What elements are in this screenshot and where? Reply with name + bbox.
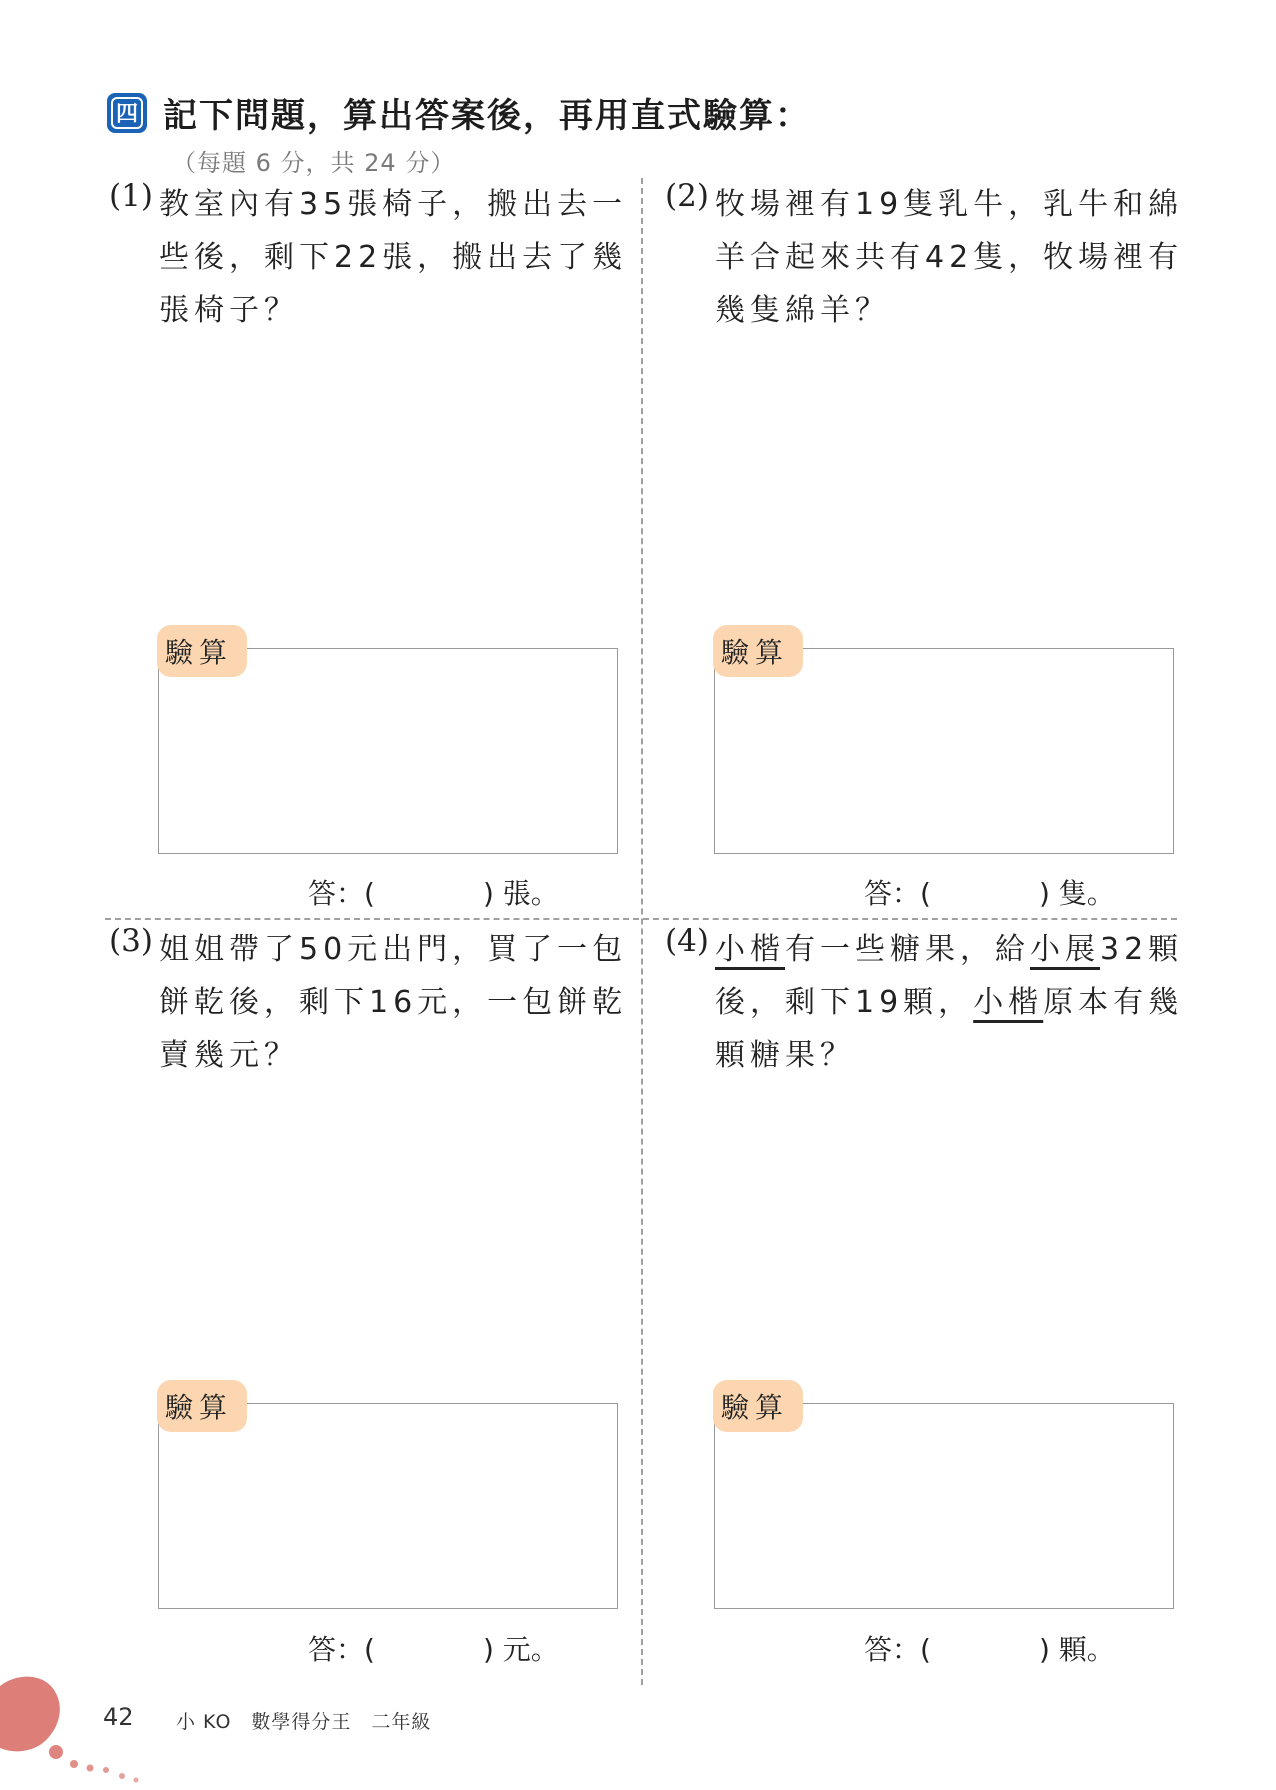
score-note: （每題 6 分，共 24 分） [172,149,456,177]
answer-prefix: 答：( [864,1633,931,1666]
section-badge-label: 四 [111,97,143,129]
name-xiaokai: 小楷 [715,932,785,967]
text-part-b: 32顆後，剩下19顆， [715,932,1184,1020]
problem-number: (1) [109,178,153,214]
answer-prefix: 答：( [864,877,931,910]
problem-text: 教室內有35張椅子，搬出去一些後，剩下22張，搬出去了幾張椅子？ [159,187,628,328]
name-xiaozhan: 小展 [1030,932,1100,967]
answer-line-2 [864,872,1115,912]
answer-suffix: ) 顆。 [1038,1633,1115,1666]
problem-text: 姐姐帶了50元出門，買了一包餅乾後，剩下16元，一包餅乾賣幾元？ [159,932,628,1073]
problem-text: 牧場裡有19隻乳牛，乳牛和綿羊合起來共有42隻，牧場裡有幾隻綿羊？ [715,187,1184,328]
problem-3 [109,923,629,1082]
answer-line-4 [864,1628,1115,1668]
answer-line-1 [308,872,559,912]
problem-number: (3) [109,923,153,959]
work-label: 驗算 [713,625,803,677]
answer-suffix: ) 元。 [482,1633,559,1666]
page-number: 42 [103,1703,134,1731]
problem-2 [665,178,1185,337]
work-area-4[interactable] [714,1391,1174,1609]
answer-suffix: ) 張。 [482,877,559,910]
problem-number: (4) [665,923,709,959]
work-area-3[interactable] [158,1391,618,1609]
section-header [107,88,811,137]
vertical-divider [641,178,643,1685]
name-xiaokai: 小楷 [973,985,1044,1020]
answer-suffix: ) 隻。 [1038,877,1115,910]
answer-prefix: 答：( [308,1633,375,1666]
work-label: 驗算 [157,1380,247,1432]
book-title: 小 KO 數學得分王 二年級 [176,1711,432,1733]
section-instruction: 記下問題，算出答案後，再用直式驗算： [163,96,811,136]
problem-number: (2) [665,178,709,214]
problem-4 [665,923,1185,1082]
work-area-1[interactable] [158,636,618,854]
answer-prefix: 答：( [308,877,375,910]
problem-1 [109,178,629,337]
work-label: 驗算 [157,625,247,677]
problem-text [715,923,1185,1082]
answer-line-3 [308,1628,559,1668]
section-badge [107,93,147,133]
text-part-a: 有一些糖果，給 [785,932,1030,967]
horizontal-divider [105,918,1177,920]
text-part-c: 原本有幾顆糖果？ [715,985,1184,1073]
work-area-2[interactable] [714,636,1174,854]
work-label: 驗算 [713,1380,803,1432]
